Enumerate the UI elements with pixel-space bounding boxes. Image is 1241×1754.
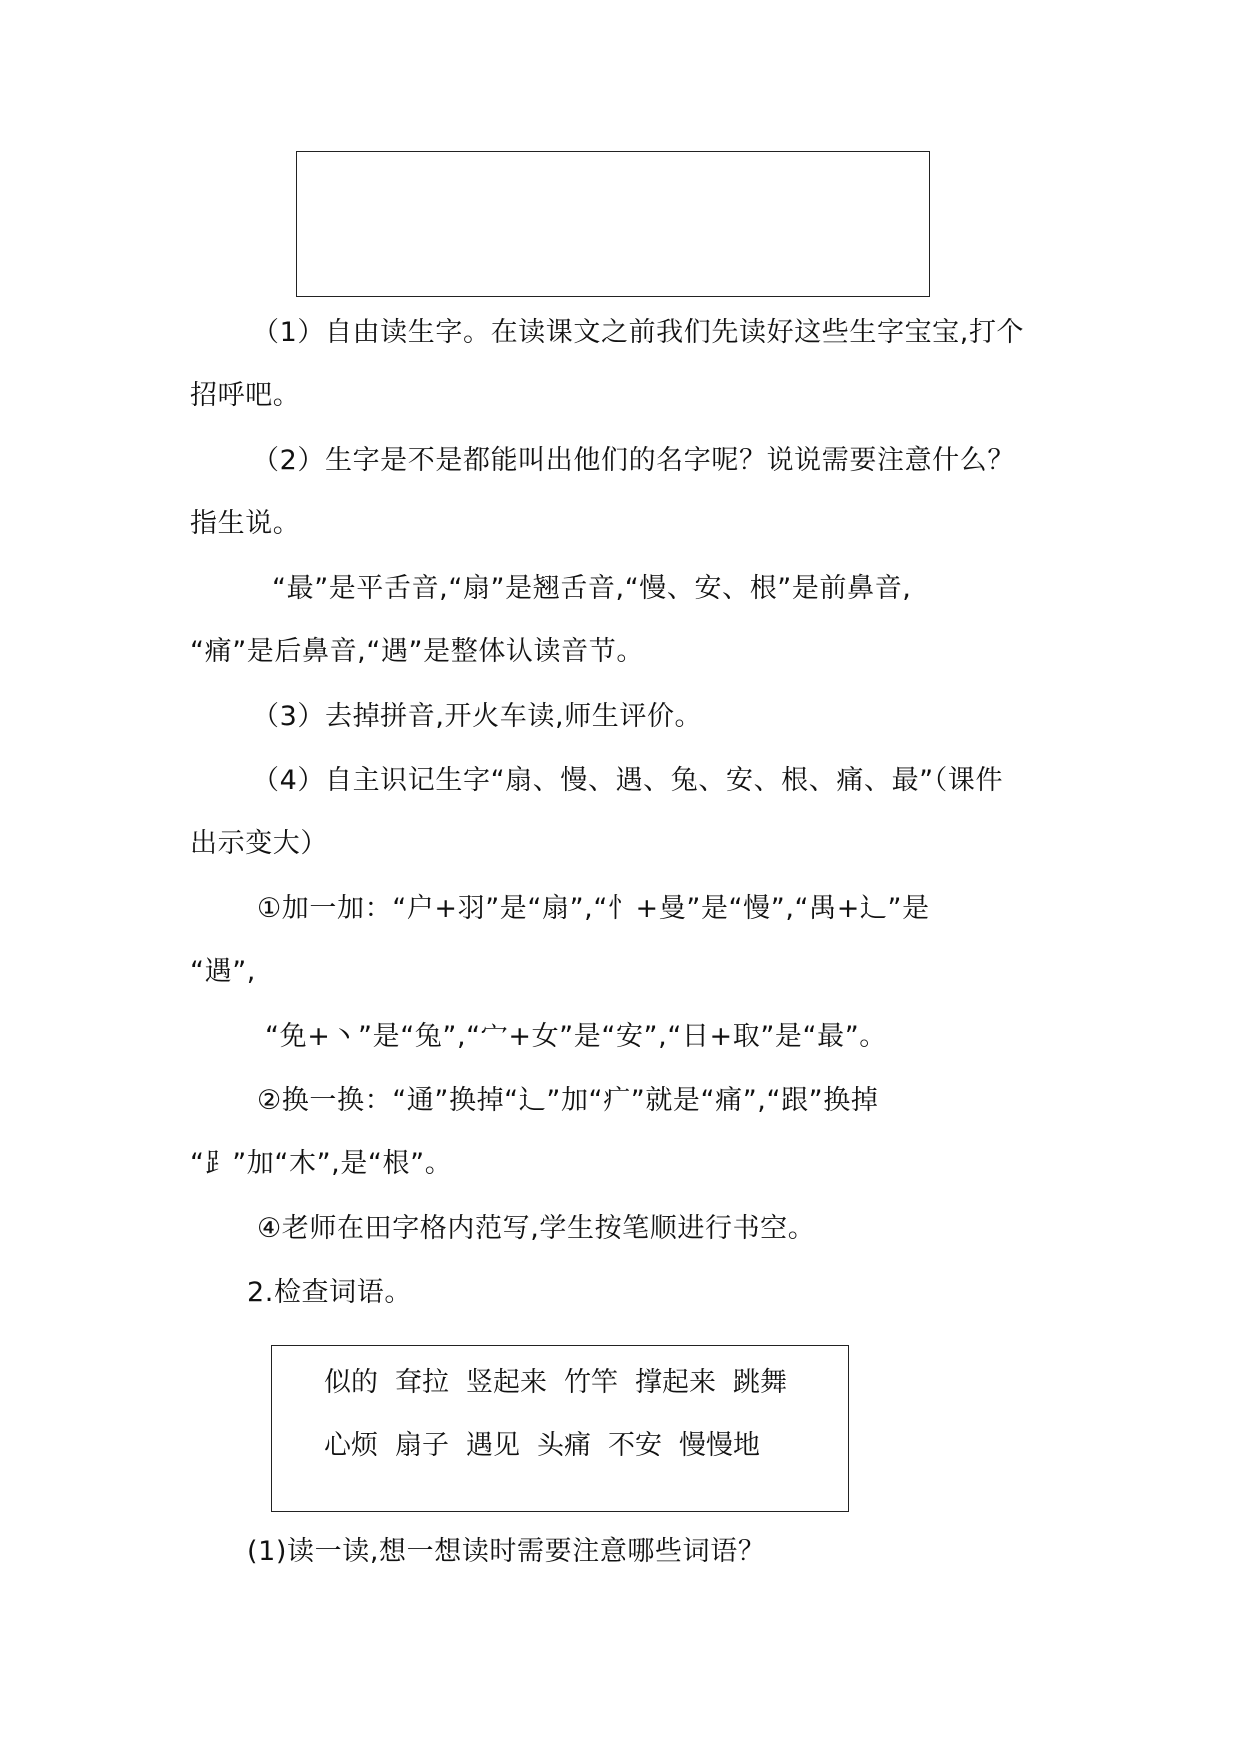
vocab-word: 跳舞 [733, 1367, 787, 1398]
paragraph-1-cont: 招呼吧。 [190, 380, 301, 411]
vocabulary-row-2 [324, 1428, 777, 1464]
paragraph-writing: ④老师在田字格内范写,学生按笔顺进行书空。 [257, 1213, 816, 1244]
empty-frame [296, 151, 930, 297]
method-add: ①加一加：“户+羽”是“扇”,“忄+曼”是“慢”,“禺+辶”是 [257, 893, 930, 924]
paragraph-3: （3）去掉拼音,开火车读,师生评价。 [252, 701, 703, 732]
paragraph-1: （1）自由读生字。在读课文之前我们先读好这些生字宝宝,打个 [252, 317, 1025, 348]
vocab-word: 遇见 [466, 1430, 520, 1461]
vocabulary-row-1 [324, 1365, 804, 1401]
question-read: (1)读一读,想一想读时需要注意哪些词语？ [247, 1536, 766, 1567]
vocab-word: 竖起来 [466, 1367, 547, 1398]
vocab-word: 慢慢地 [679, 1430, 760, 1461]
paragraph-4-cont: 出示变大） [190, 828, 328, 859]
vocabulary-box [271, 1345, 849, 1512]
vocab-word: 扇子 [395, 1430, 449, 1461]
paragraph-2-cont: 指生说。 [190, 508, 301, 539]
paragraph-2: （2）生字是不是都能叫出他们的名字呢？说说需要注意什么？ [252, 445, 1015, 476]
paragraph-pronunciation: “最”是平舌音,“扇”是翘舌音,“慢、安、根”是前鼻音, [272, 573, 912, 604]
vocab-word: 心烦 [324, 1430, 378, 1461]
method-swap: ②换一换：“通”换掉“辶”加“疒”就是“痛”,“跟”换掉 [257, 1085, 879, 1116]
vocab-word: 竹竿 [564, 1367, 618, 1398]
vocab-word: 头痛 [537, 1430, 591, 1461]
method-add-line2: “免+丶”是“兔”,“宀+女”是“安”,“日+取”是“最”。 [265, 1021, 887, 1052]
section-check-words: 2.检查词语。 [247, 1277, 412, 1308]
vocab-word: 不安 [608, 1430, 662, 1461]
vocab-word: 耷拉 [395, 1367, 449, 1398]
paragraph-4: （4）自主识记生字“扇、慢、遇、兔、安、根、痛、最”（课件 [252, 765, 1004, 796]
method-swap-cont: “⻊”加“木”,是“根”。 [190, 1148, 453, 1179]
paragraph-pronunciation-cont: “痛”是后鼻音,“遇”是整体认读音节。 [190, 636, 644, 667]
method-add-cont: “遇”, [190, 956, 256, 987]
vocab-word: 撑起来 [635, 1367, 716, 1398]
vocab-word: 似的 [324, 1367, 378, 1398]
